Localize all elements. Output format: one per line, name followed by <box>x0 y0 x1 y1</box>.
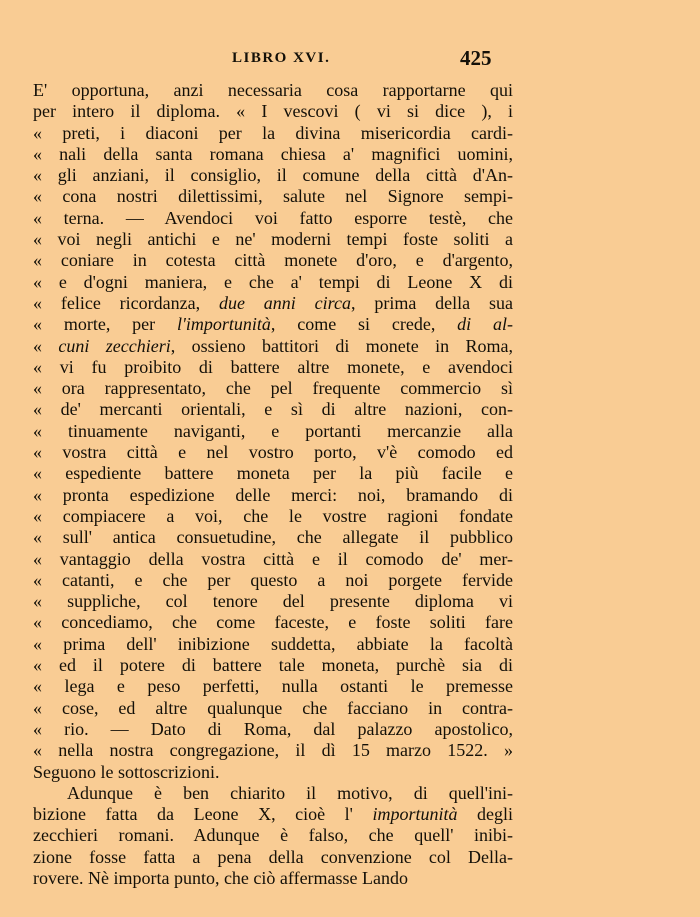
text-line: bizione fatta da Leone X, cioè l' importunità degli <box>33 804 514 825</box>
text-line: « vostra città e nel vostro porto, v'è comodo ed <box>33 442 513 463</box>
text-line: « coniare in cotesta città monete d'oro, e d'argento, <box>33 250 513 271</box>
text-line: « concediamo, che come faceste, e foste soliti fare <box>33 612 513 633</box>
text-line: « compiacere a voi, che le vostre ragioni fondate <box>33 505 513 526</box>
text-line: « ed il potere di battere tale moneta, purchè sia di <box>33 655 513 676</box>
text-line: zecchieri romani. Adunque è falso, che quell' inibi- <box>33 825 513 846</box>
text-line: « vi fu proibito di battere altre monete, e avendoci <box>33 356 513 377</box>
text-line: « felice ricordanza, due anni circa, prima della sua <box>33 292 513 313</box>
text-line: « rio. — Dato di Roma, dal palazzo apostolico, <box>33 718 513 739</box>
text-line: rovere. Nè importa punto, che ciò affermasse Lando <box>33 867 409 888</box>
text-line: « de' mercanti orientali, e sì di altre nazioni, con- <box>33 399 513 420</box>
text-line: « sull' antica consuetudine, che allegate il pubblico <box>33 527 513 548</box>
text-line: « suppliche, col tenore del presente diploma vi <box>33 591 513 612</box>
running-title: LIBRO XVI. <box>232 50 331 66</box>
text-line: « cuni zecchieri, ossieno battitori di monete in Roma, <box>33 335 513 356</box>
body-text <box>33 80 513 889</box>
page-number: 425 <box>460 46 492 70</box>
text-line: « ora rappresentato, che pel frequente commercio sì <box>33 378 513 399</box>
text-line: Seguono le sottoscrizioni. <box>33 761 220 782</box>
text-line: « espediente battere moneta per la più facile e <box>33 463 513 484</box>
text-line: « cona nostri dilettissimi, salute nel Signore sempi- <box>33 186 513 207</box>
text-line: « nali della santa romana chiesa a' magnifici uomini, <box>33 143 513 164</box>
text-line: « cose, ed altre qualunque che facciano in contra- <box>33 697 513 718</box>
text-line: « voi negli antichi e ne' moderni tempi foste soliti a <box>33 229 513 250</box>
text-line: « prima dell' inibizione suddetta, abbiate la facoltà <box>33 633 513 654</box>
text-line: « preti, i diaconi per la divina misericordia cardi- <box>33 122 513 143</box>
text-line: « tinuamente naviganti, e portanti mercanzie alla <box>33 420 513 441</box>
text-line: zione fosse fatta a pena della convenzione col Della- <box>33 846 513 867</box>
text-line: « vantaggio della vostra città e il comodo de' mer- <box>33 548 513 569</box>
text-line: « nella nostra congregazione, il dì 15 marzo 1522. » <box>33 740 513 761</box>
text-line: « morte, per l'importunità, come si crede, di al- <box>33 314 514 335</box>
text-line: « terna. — Avendoci voi fatto esporre testè, che <box>33 207 513 228</box>
running-head <box>0 46 700 74</box>
text-line: « e d'ogni maniera, e che a' tempi di Leone X di <box>33 271 513 292</box>
text-line: per intero il diploma. « I vescovi ( vi si dice ), i <box>33 101 513 122</box>
text-line: « catanti, e che per questo a noi porgete fervide <box>33 569 513 590</box>
text-line: « gli anziani, il consiglio, il comune della città d'An- <box>33 165 513 186</box>
text-line: « pronta espedizione delle merci: noi, bramando di <box>33 484 513 505</box>
text-line: Adunque è ben chiarito il motivo, di quell'ini- <box>67 782 513 803</box>
text-line: E' opportuna, anzi necessaria cosa rapportarne qui <box>33 80 513 100</box>
text-line: « lega e peso perfetti, nulla ostanti le premesse <box>33 676 513 697</box>
